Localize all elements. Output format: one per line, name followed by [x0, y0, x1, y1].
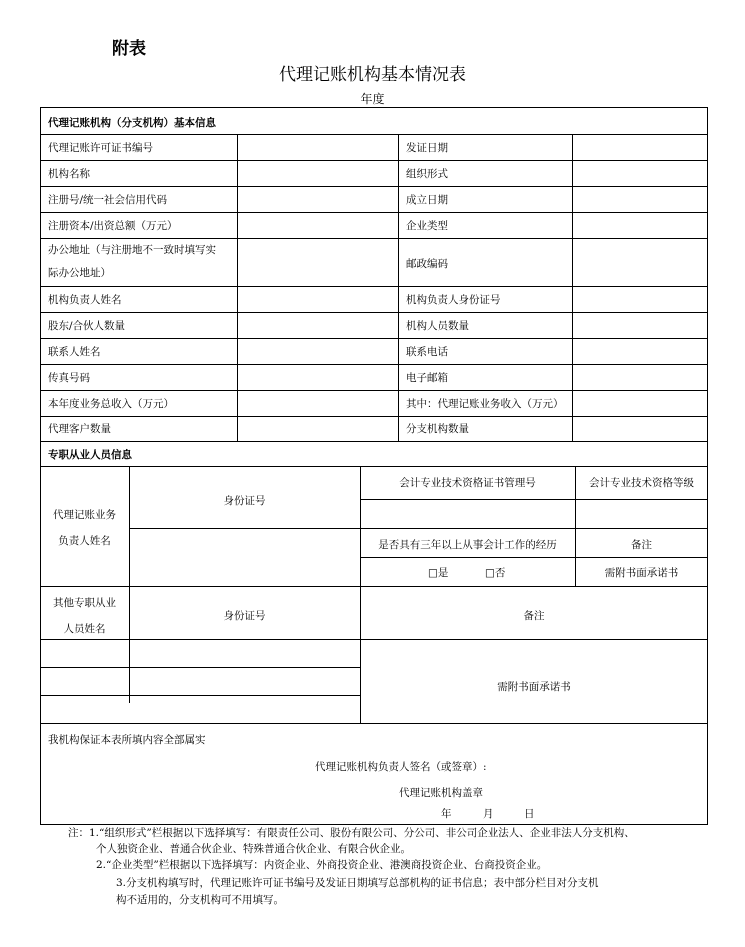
notes-prefix: 注：	[68, 827, 89, 839]
partner-count-label: 股东/合伙人数量	[48, 320, 126, 332]
checkbox-icon[interactable]: □	[485, 567, 495, 579]
contact-phone-label: 联系电话	[406, 346, 448, 358]
enterprise-type-label: 企业类型	[406, 220, 448, 232]
option-no-label: 否	[494, 567, 506, 579]
commitment-note: 需附书面承诺书	[604, 567, 679, 579]
guarantee-statement: 我机构保证本表所填内容全部属实	[48, 734, 206, 746]
info-form	[40, 107, 708, 825]
principal-name-label-line1: 代理记账业务	[53, 509, 116, 521]
other-commitment-note: 需附书面承诺书	[497, 681, 571, 693]
other-id-label: 身份证号	[223, 610, 266, 622]
note3-line1: 3.分支机构填写时，代理记账许可证书编号及发证日期填写总部机构的证书信息；表中部分栏目对分支机	[116, 877, 599, 889]
note1-line2: 个人独资企业、普通合伙企业、特殊普通合伙企业、有限合伙企业。	[96, 843, 411, 855]
fax-label: 传真号码	[48, 372, 90, 384]
principal-name-label-line2: 负责人姓名	[58, 535, 111, 547]
date-year: 年	[441, 808, 452, 820]
note2: 2.“企业类型”栏根据以下选择填写：内资企业、外商投资企业、港澳商投资企业、台商投资企业。	[96, 859, 548, 871]
form-title: 代理记账机构基本情况表	[279, 65, 466, 85]
total-revenue-label: 本年度业务总收入（万元）	[48, 398, 174, 410]
org-form-label: 组织形式	[406, 168, 448, 180]
other-staff-label-line2: 人员姓名	[63, 623, 106, 635]
date-month: 月	[483, 808, 494, 820]
office-address-label-line1: 办公地址（与注册地不一致时填写实	[48, 244, 216, 256]
office-address-label-line2: 际办公地址）	[48, 267, 111, 279]
registration-number-label: 注册号/统一社会信用代码	[48, 194, 168, 206]
registered-capital-label: 注册资本/出资总额（万元）	[48, 220, 178, 232]
other-remark-label: 备注	[523, 610, 545, 622]
email-label: 电子邮箱	[406, 372, 448, 384]
cert-number-label: 会计专业技术资格证书管理号	[399, 477, 536, 489]
option-no[interactable]	[485, 567, 505, 580]
cert-level-label: 会计专业技术资格等级	[589, 477, 694, 489]
attachment-label: 附表	[112, 39, 146, 59]
seal-label: 代理记账机构盖章	[399, 787, 483, 799]
option-yes[interactable]	[428, 567, 448, 580]
note3-line2: 构不适用的，分支机构可不用填写。	[116, 894, 284, 906]
license-number-label: 代理记账许可证书编号	[48, 142, 153, 154]
option-yes-label: 是	[437, 567, 449, 579]
client-count-label: 代理客户数量	[48, 423, 111, 435]
bookkeeping-revenue-label: 其中：代理记账业务收入（万元）	[406, 398, 564, 410]
note1-text: 1.“组织形式”栏根据以下选择填写：有限责任公司、股份有限公司、分公司、非公司企业法人、企业非法人分支机构、	[89, 827, 635, 839]
principal-name-label: 机构负责人姓名	[48, 294, 122, 306]
note1-line1	[68, 826, 635, 841]
establish-date-label: 成立日期	[406, 194, 448, 206]
date-day: 日	[524, 808, 535, 820]
principal-id-label: 机构负责人身份证号	[406, 294, 501, 306]
signature-label: 代理记账机构负责人签名（或签章）:	[315, 761, 487, 773]
other-staff-label-line1: 其他专职从业	[53, 597, 116, 609]
year-label: 年度	[360, 92, 385, 106]
branch-count-label: 分支机构数量	[406, 423, 469, 435]
experience-question: 是否具有三年以上从事会计工作的经历	[378, 539, 557, 551]
staff-count-label: 机构人员数量	[406, 320, 469, 332]
issue-date-label: 发证日期	[406, 142, 448, 154]
remark-label: 备注	[631, 539, 652, 551]
contact-name-label: 联系人姓名	[48, 346, 101, 358]
checkbox-icon[interactable]: □	[428, 567, 438, 579]
org-name-label: 机构名称	[48, 168, 90, 180]
section1-heading: 代理记账机构（分支机构）基本信息	[48, 117, 216, 129]
id-number-label: 身份证号	[223, 495, 266, 507]
section2-heading: 专职从业人员信息	[48, 449, 132, 461]
postal-code-label: 邮政编码	[406, 258, 448, 270]
